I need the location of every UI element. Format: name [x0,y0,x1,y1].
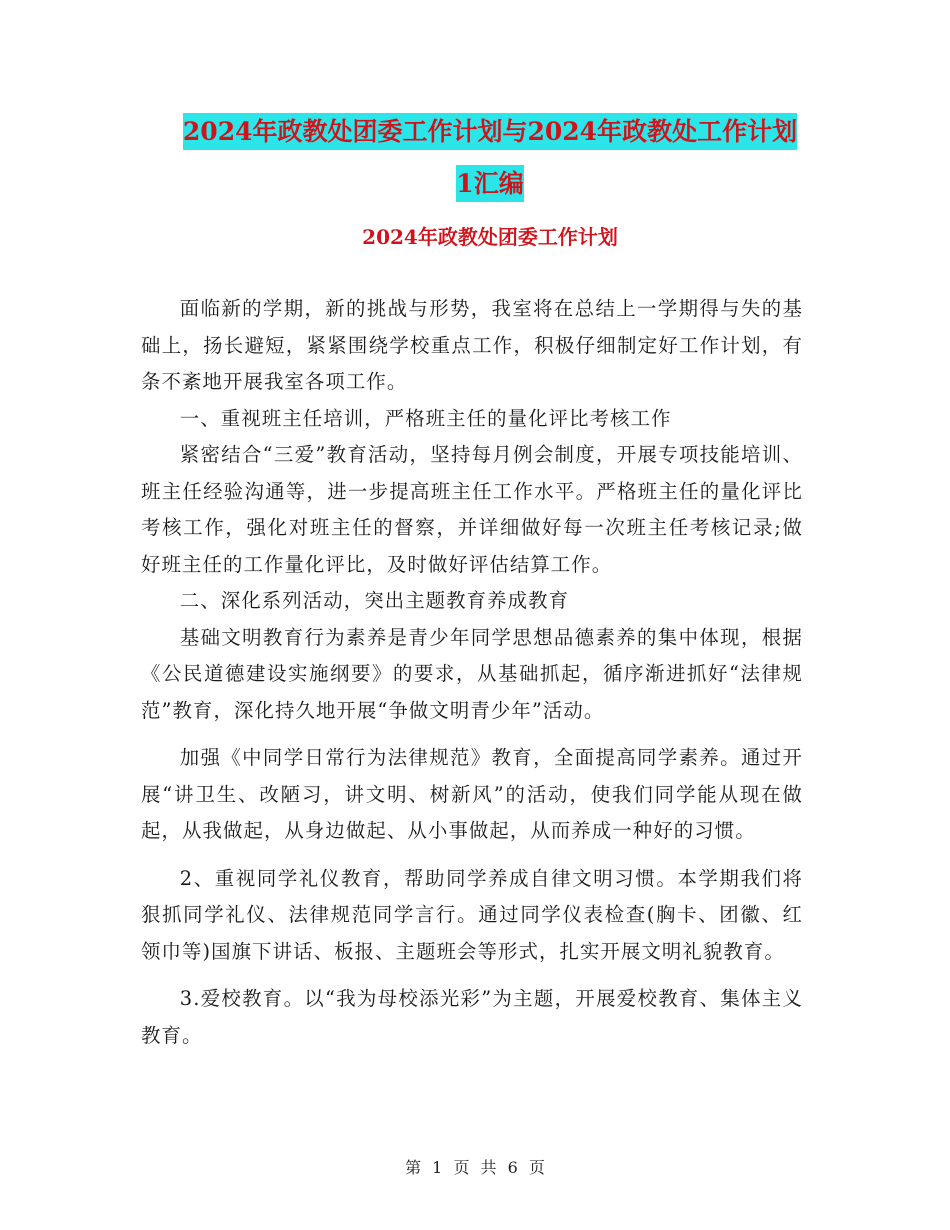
document-title [140,106,840,210]
paragraph-heading-1: 一、重视班主任培训，严格班主任的量化评比考核工作 [179,406,672,430]
paragraph-etiquette: 2、重视同学礼仪教育，帮助同学养成自律文明习惯。本学期我们将狠抓同学礼仪、法律规范同学言行。通过同学仪表检查(胸卡、团徽、红领巾等)国旗下讲话、板报、主题班会等形式，扎实开展文明礼貌教育。 [141,866,803,963]
paragraph-basic-civility: 基础文明教育行为素养是青少年同学思想品德素养的集中体现，根据《公民道德建设实施纲要》的要求，从基础抓起，循序渐进抓好“法律规范”教育，深化持久地开展“争做文明青少年”活动。 [141,625,803,722]
section-title: 2024年政教处团委工作计划 [362,225,618,249]
document-title-line-1: 2024年政教处团委工作计划与2024年政教处工作计划 [183,113,797,150]
paragraph-intro: 面临新的学期，新的挑战与形势，我室将在总结上一学期得与失的基础上，扬长避短，紧紧围绕学校重点工作，积极仔细制定好工作计划，有条不紊地开展我室各项工作。 [141,297,803,393]
document-body [141,291,803,1054]
document-title-line-2: 1汇编 [456,165,523,202]
page-footer: 第 1 页 共 6 页 [405,1158,545,1177]
paragraph-behavior-norms: 加强《中同学日常行为法律规范》教育，全面提高同学素养。通过开展“讲卫生、改陋习，讲文明、树新风”的活动，使我们同学能从现在做起，从我做起，从身边做起、从小事做起，从而养成一种好的习惯。 [141,746,803,842]
paragraph-school-love: 3.爱校教育。以“我为母校添光彩”为主题，开展爱校教育、集体主义教育。 [141,987,803,1047]
paragraph-heading-2: 二、深化系列活动，突出主题教育养成教育 [179,589,570,612]
paragraph-class-teacher: 紧密结合“三爱”教育活动，坚持每月例会制度，开展专项技能培训、班主任经验沟通等，进一步提高班主任工作水平。严格班主任的量化评比考核工作，强化对班主任的督察，并详细做好每一次班主任考核记录;做好班主任的工作量化评比，及时做好评估结算工作。 [141,443,803,576]
